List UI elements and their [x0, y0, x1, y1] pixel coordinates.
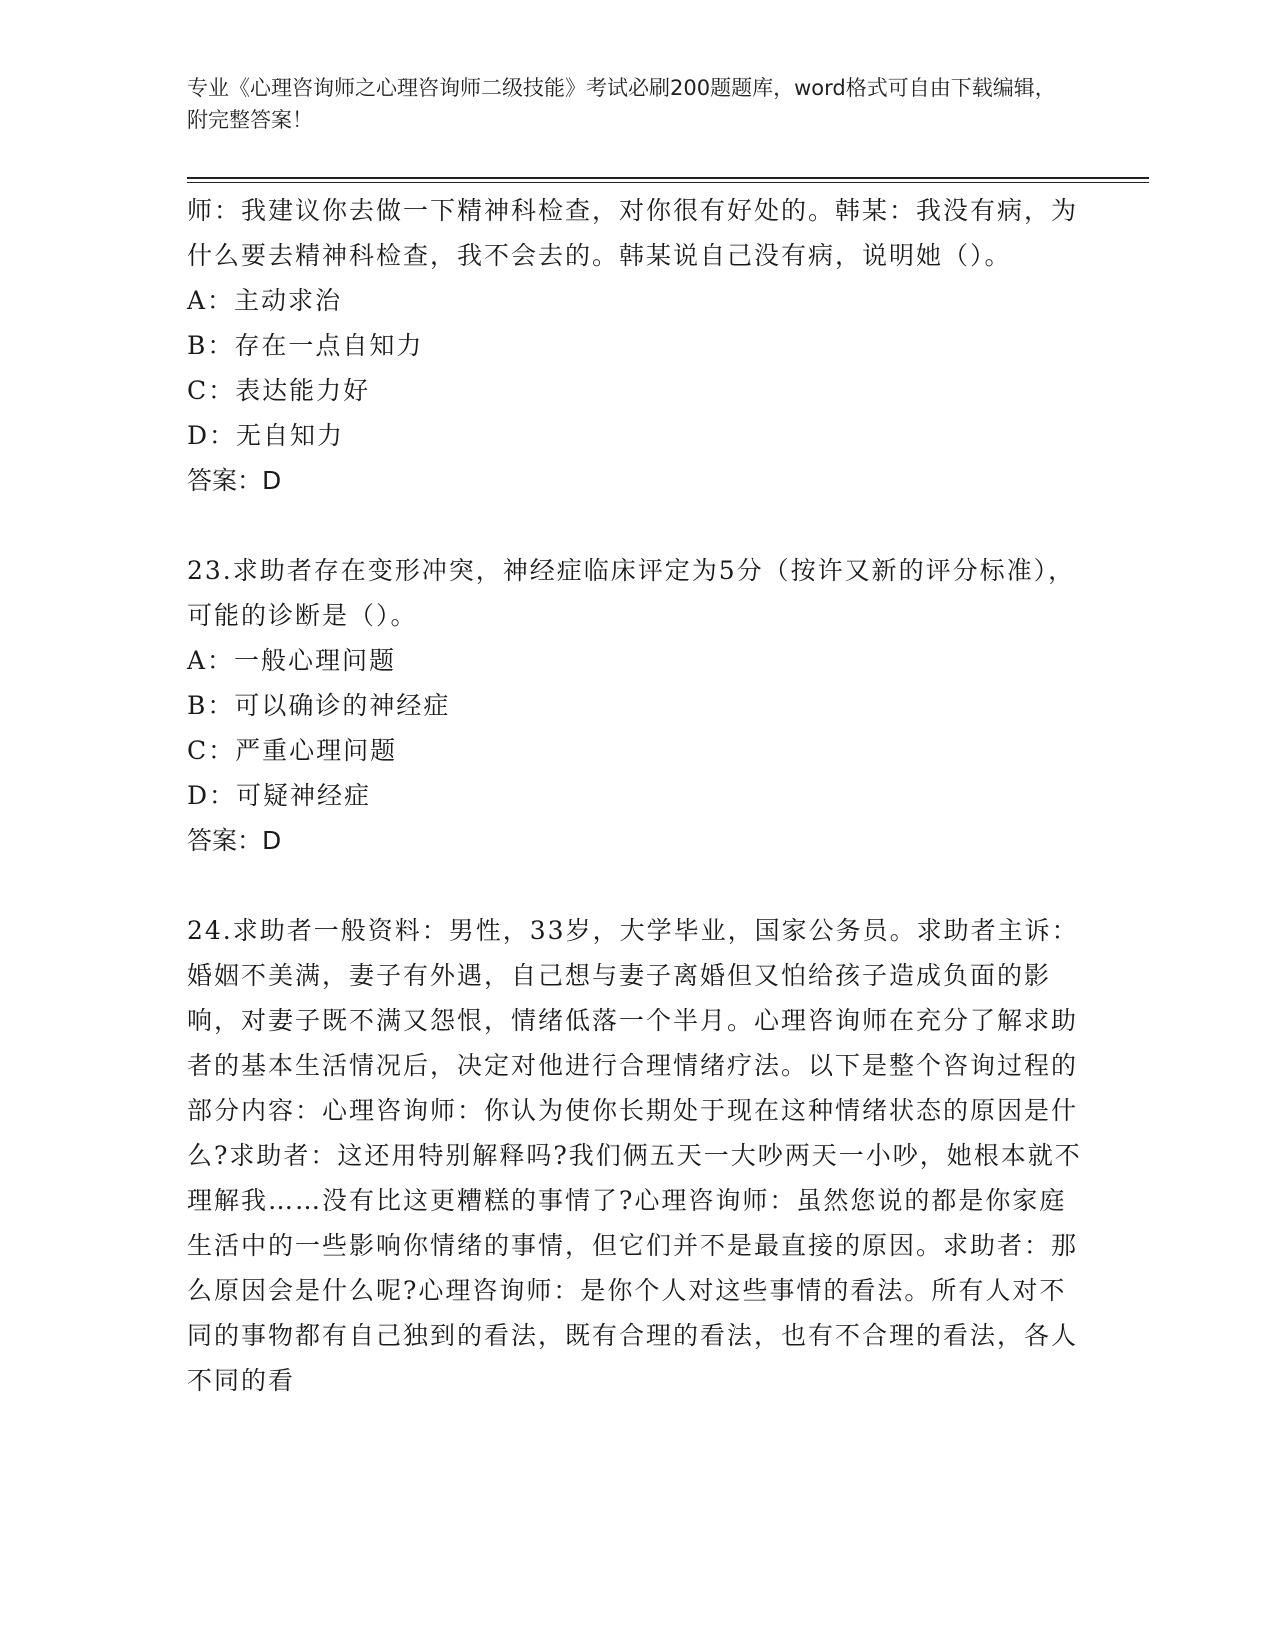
- page-header: 专业《心理咨询师之心理咨询师二级技能》考试必刷200题题库，word格式可自由下载编辑，附完整答案！: [187, 76, 1056, 132]
- option-b: B：存在一点自知力: [187, 331, 424, 360]
- option-c: C：表达能力好: [187, 376, 371, 405]
- document-body: [187, 188, 1087, 1403]
- option-b: B：可以确诊的神经症: [187, 691, 451, 720]
- question-22: [187, 188, 1087, 503]
- question-stem: 师：我建议你去做一下精神科检查，对你很有好处的。韩某：我没有病，为什么要去精神科检查，我不会去的。韩某说自己没有病，说明她（）。: [187, 196, 1079, 270]
- answer: 答案：D: [187, 466, 282, 495]
- question-stem: 24.求助者一般资料：男性，33岁，大学毕业，国家公务员。求助者主诉：婚姻不美满，妻子有外遇，自己想与妻子离婚但又怕给孩子造成负面的影响，对妻子既不满又怨恨，情绪低落一个半月。心理咨询师在充分了解求助者的基本生活情况后，决定对他进行合理情绪疗法。以下是整个咨询过程的部分内容：心理咨询师：你认为使你长期处于现在这种情绪状态的原因是什么?求助者：这还用特别解释吗?我们俩五天一大吵两天一小吵，她根本就不理解我……没有比这更糟糕的事情了?心理咨询师：虽然您说的都是你家庭生活中的一些影响你情绪的事情，但它们并不是最直接的原因。求助者：那么原因会是什么呢?心理咨询师：是你个人对这些事情的看法。所有人对不同的事物都有自己独到的看法，既有合理的看法，也有不合理的看法，各人不同的看: [187, 916, 1082, 1395]
- question-23: [187, 548, 1087, 863]
- spacer: [187, 503, 1087, 548]
- option-c: C：严重心理问题: [187, 736, 398, 765]
- option-d: D：可疑神经症: [187, 781, 372, 810]
- option-a: A：一般心理问题: [187, 646, 397, 675]
- header-rule-thin: [187, 182, 1149, 183]
- header-rule-thick: [187, 177, 1149, 179]
- question-stem: 23.求助者存在变形冲突，神经症临床评定为5分（按许又新的评分标准），可能的诊断是（）。: [187, 556, 1076, 630]
- answer: 答案：D: [187, 826, 282, 855]
- option-a: A：主动求治: [187, 286, 343, 315]
- spacer: [187, 863, 1087, 908]
- question-24: [187, 908, 1087, 1403]
- option-d: D：无自知力: [187, 421, 345, 450]
